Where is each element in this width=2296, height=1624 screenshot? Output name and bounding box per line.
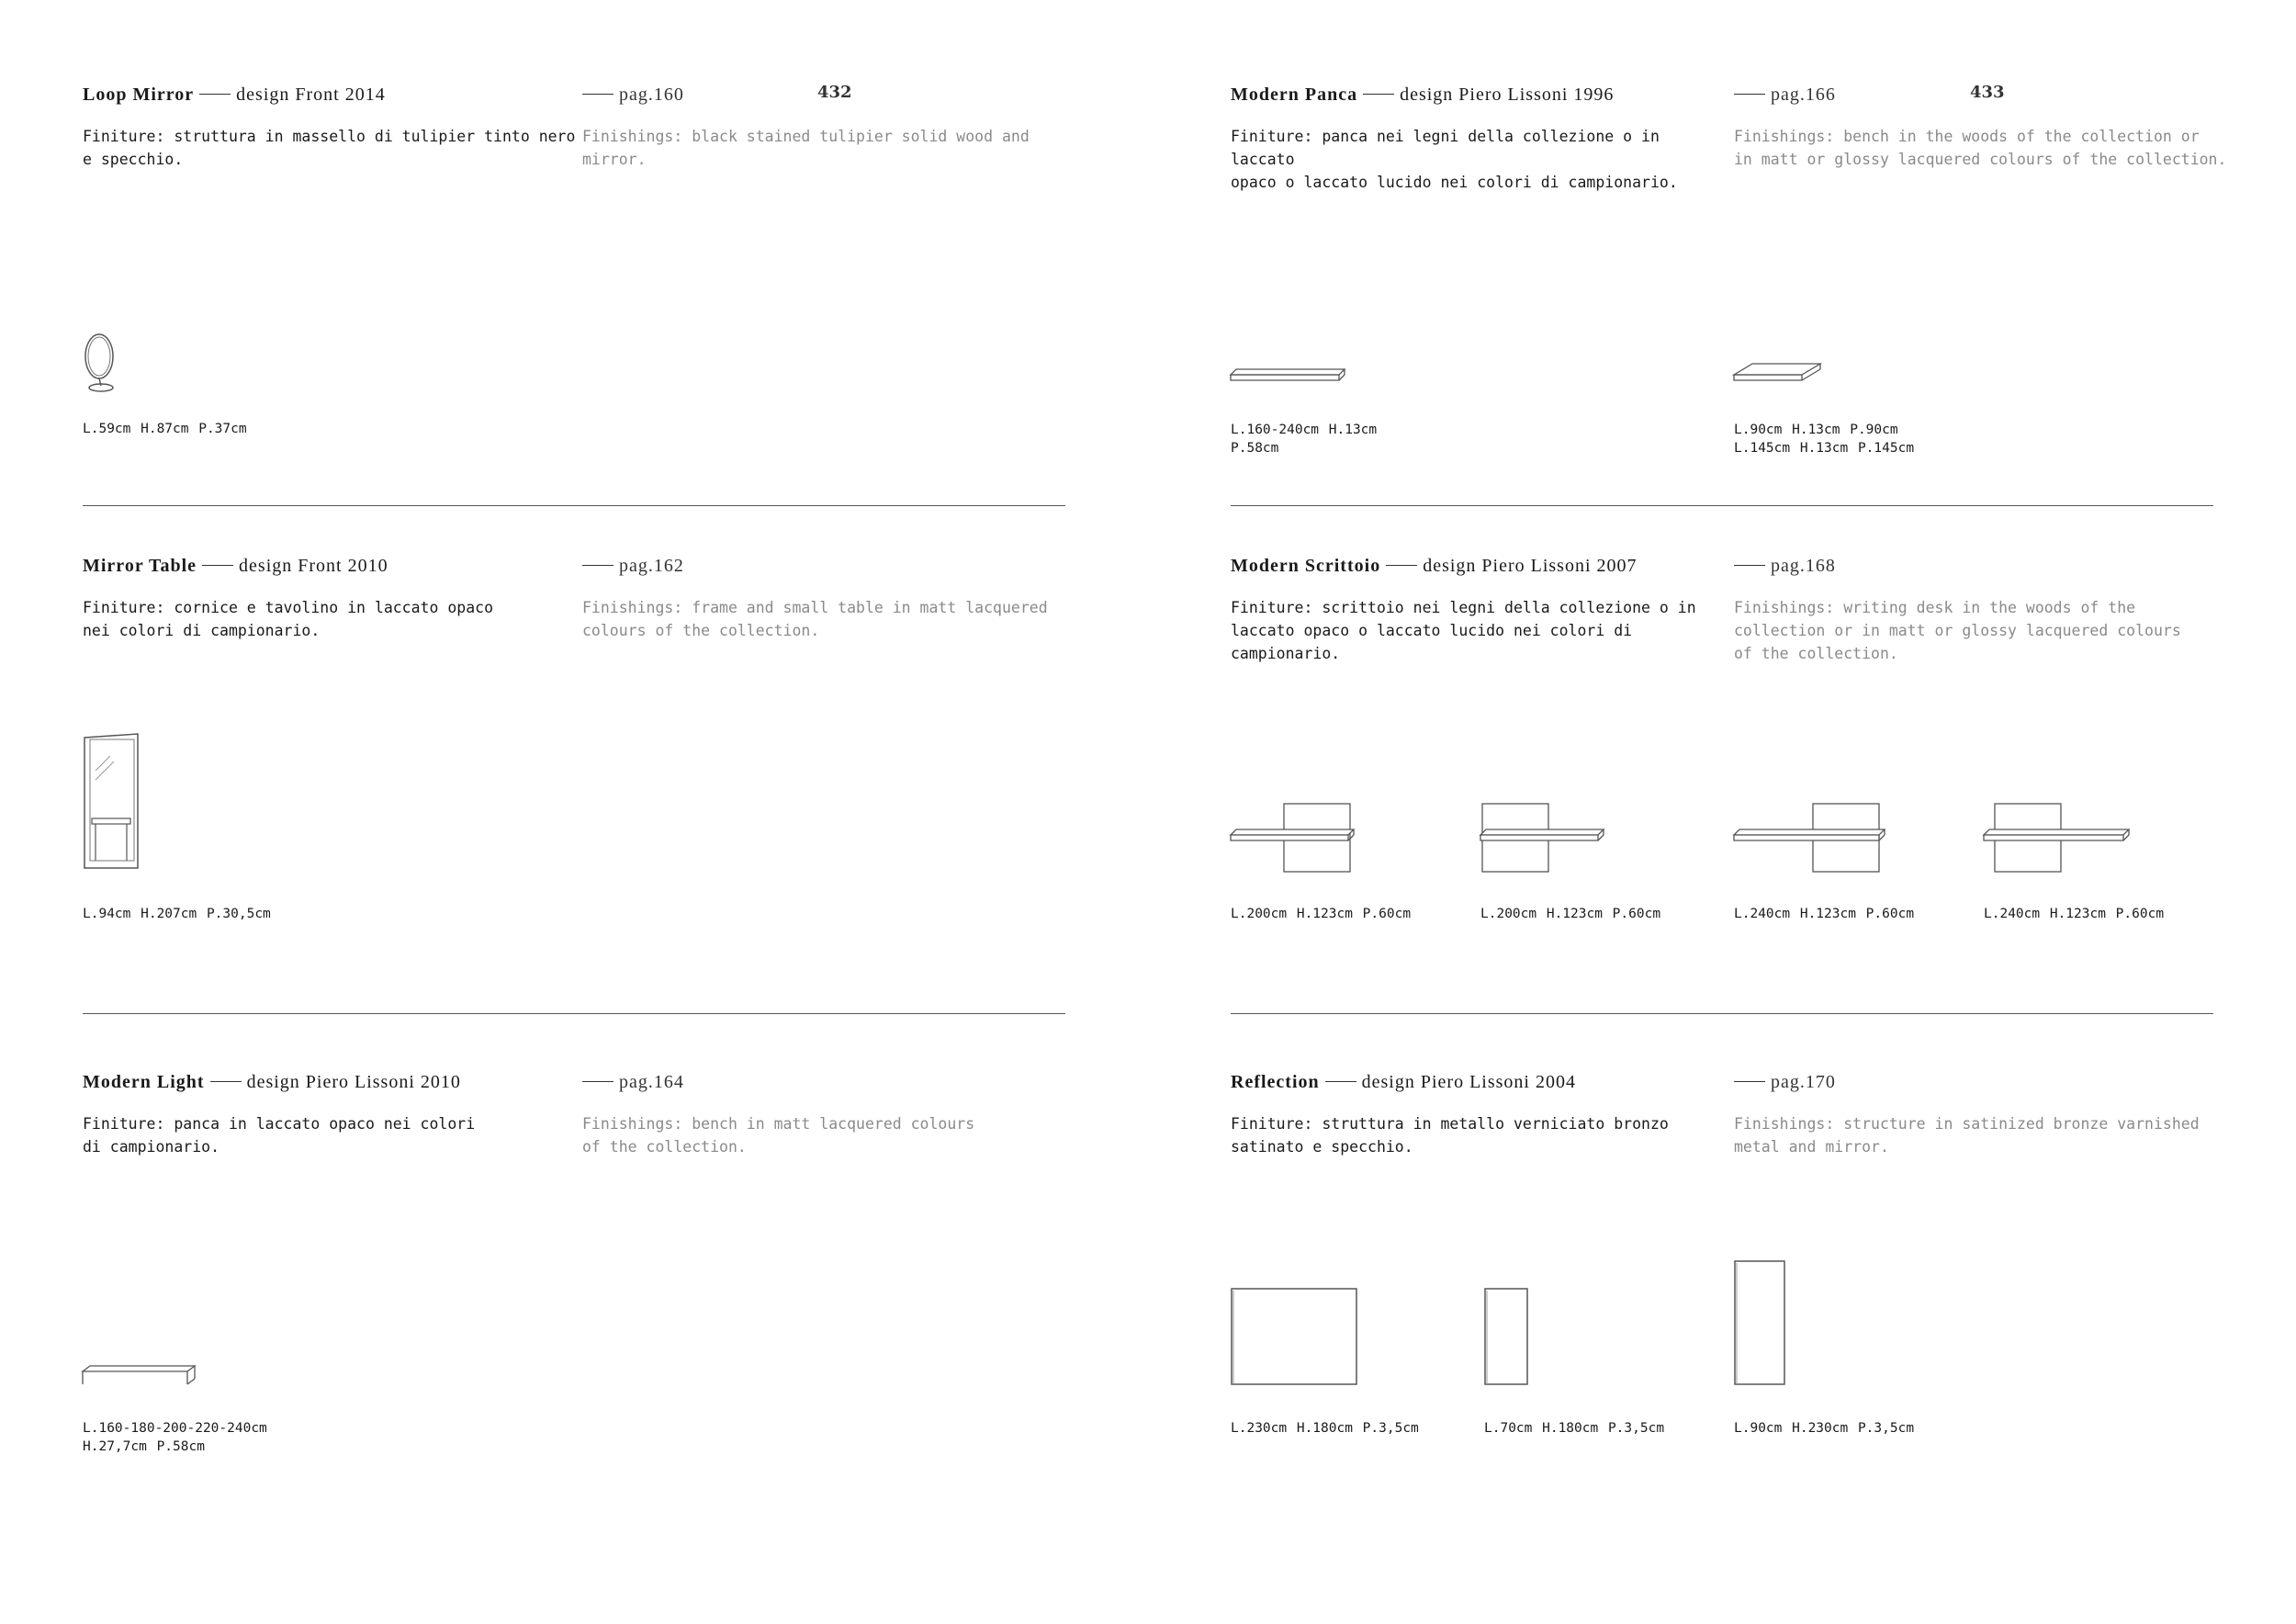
divider-line	[1231, 1013, 2213, 1014]
mirror-panel-icon	[1734, 1260, 1787, 1387]
finishes-english: Finishings: structure in satinized bronze varnished metal and mirror.	[1734, 1115, 2200, 1156]
dimensions: L.94cm H.207cm P.30,5cm	[83, 907, 271, 921]
product-name: Modern Scrittoio	[1231, 556, 1381, 576]
finishes-italian: Finiture: panca nei legni della collezione o in laccato opaco o laccato lucido nei colori di campionario.	[1231, 128, 1678, 191]
page-reference	[582, 1072, 684, 1093]
dash-divider	[202, 565, 233, 566]
divider-line	[83, 505, 1065, 506]
product-name: Reflection	[1231, 1072, 1320, 1092]
product-designer: design Front 2014	[236, 85, 386, 105]
writing-desk-icon	[1231, 802, 1354, 874]
product-designer: design Piero Lissoni 1996	[1400, 85, 1615, 105]
dash-divider	[199, 94, 231, 95]
page-reference	[582, 85, 684, 106]
page-reference	[1734, 556, 1836, 577]
dimensions: L.160-180-200-220-240cm H.27,7cm P.58cm	[83, 1421, 267, 1454]
dash-divider	[1734, 565, 1765, 566]
finishes-italian: Finiture: struttura in massello di tulipier tinto nero e specchio.	[83, 128, 576, 168]
writing-desk-icon	[1984, 802, 2129, 874]
dash-divider	[582, 1081, 613, 1082]
divider-line	[1231, 505, 2213, 506]
dash-divider	[1363, 94, 1394, 95]
product-title	[1231, 556, 1638, 577]
page-reference-text: pag.160	[619, 85, 684, 105]
finishes-english: Finishings: writing desk in the woods of the collection or in matt or glossy lacquered colours of the collection.	[1734, 599, 2181, 662]
finishes-english: Finishings: frame and small table in matt lacquered colours of the collection.	[582, 599, 1048, 639]
product-title	[83, 1072, 461, 1093]
product-designer: design Piero Lissoni 2004	[1361, 1072, 1576, 1092]
writing-desk-icon	[1734, 802, 1885, 874]
page-reference-text: pag.170	[1771, 1072, 1836, 1092]
dimensions: L.240cm H.123cm P.60cm	[1984, 907, 2165, 921]
page-reference-text: pag.162	[619, 556, 684, 576]
dash-divider	[582, 565, 613, 566]
finishes-italian: Finiture: cornice e tavolino in laccato opaco nei colori di campionario.	[83, 599, 494, 639]
mirror-panel-icon	[1484, 1288, 1530, 1387]
divider-line	[83, 1013, 1065, 1014]
finishes-italian: Finiture: panca in laccato opaco nei colori di campionario.	[83, 1115, 476, 1156]
finishes-english: Finishings: bench in matt lacquered colours of the collection.	[582, 1115, 975, 1156]
finishes-english: Finishings: black stained tulipier solid wood and mirror.	[582, 128, 1030, 168]
product-name: Modern Light	[83, 1072, 205, 1092]
page-reference-text: pag.168	[1771, 556, 1836, 576]
dimensions: L.240cm H.123cm P.60cm	[1734, 907, 1915, 921]
mirror-panel-icon	[1231, 1288, 1359, 1387]
page-reference-text: pag.166	[1771, 85, 1836, 105]
dimensions: L.70cm H.180cm P.3,5cm	[1484, 1421, 1665, 1436]
product-designer: design Piero Lissoni 2007	[1423, 556, 1638, 576]
product-title	[1231, 85, 1614, 106]
dash-divider	[582, 94, 613, 95]
page-reference	[1734, 85, 1836, 106]
dimensions: L.59cm H.87cm P.37cm	[83, 422, 247, 436]
page-reference	[582, 556, 684, 577]
dash-divider	[1734, 1081, 1765, 1082]
bench-icon	[1231, 369, 1345, 382]
dash-divider	[1734, 94, 1765, 95]
dimensions: L.230cm H.180cm P.3,5cm	[1231, 1421, 1419, 1436]
right-page	[1148, 0, 2296, 1624]
product-designer: design Piero Lissoni 2010	[246, 1072, 461, 1092]
product-title	[83, 556, 388, 577]
dash-divider	[1325, 1081, 1356, 1082]
page-reference	[1734, 1072, 1836, 1093]
finishes-italian: Finiture: struttura in metallo verniciato bronzo satinato e specchio.	[1231, 1115, 1669, 1156]
mirror-table-icon	[83, 734, 141, 872]
product-designer: design Front 2010	[239, 556, 388, 576]
dimensions: L.200cm H.123cm P.60cm	[1231, 907, 1412, 921]
bench-icon	[83, 1364, 197, 1388]
dimensions: L.160-240cm H.13cm P.58cm	[1231, 423, 1378, 456]
product-title	[83, 85, 386, 106]
product-name: Mirror Table	[83, 556, 197, 576]
page-number-right: 433	[1970, 83, 2005, 102]
finishes-italian: Finiture: scrittoio nei legni della collezione o in laccato opaco o laccato lucido nei colori di campionario.	[1231, 599, 1696, 662]
product-title	[1231, 1072, 1576, 1093]
finishes-english: Finishings: bench in the woods of the collection or in matt or glossy lacquered colours of the collection.	[1734, 128, 2227, 168]
product-name: Modern Panca	[1231, 85, 1358, 105]
bench-square-icon	[1734, 362, 1822, 384]
dimensions: L.200cm H.123cm P.60cm	[1480, 907, 1661, 921]
writing-desk-icon	[1480, 802, 1604, 874]
dash-divider	[210, 1081, 242, 1082]
loop-mirror-icon	[83, 329, 119, 395]
page-number-left: 432	[817, 83, 852, 102]
page-reference-text: pag.164	[619, 1072, 684, 1092]
dash-divider	[1386, 565, 1417, 566]
dimensions: L.90cm H.13cm P.90cm L.145cm H.13cm P.145cm	[1734, 423, 1915, 456]
product-name: Loop Mirror	[83, 85, 195, 105]
dimensions: L.90cm H.230cm P.3,5cm	[1734, 1421, 1915, 1436]
